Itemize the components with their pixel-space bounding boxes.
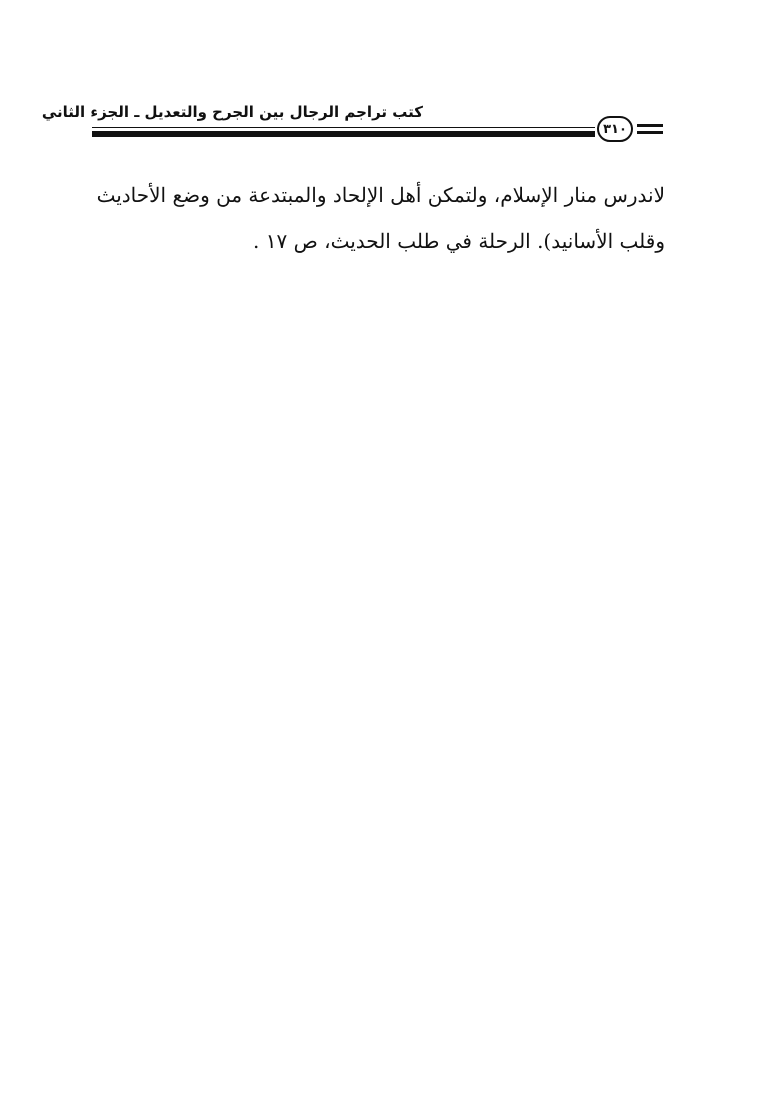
body-line-1: لاندرس منار الإسلام، ولتمكن أهل الإلحاد والمبتدعة من وضع الأحاديث bbox=[96, 183, 665, 207]
ornament-bar bbox=[637, 131, 663, 134]
header-ornament-bars bbox=[637, 124, 663, 138]
header-thin-rule bbox=[92, 127, 595, 128]
body-text bbox=[93, 172, 665, 264]
ornament-bar bbox=[637, 124, 663, 127]
body-line-2: وقلب الأسانيد). الرحلة في طلب الحديث، ص ١٧ . bbox=[253, 229, 665, 253]
page-number-badge bbox=[597, 116, 633, 142]
header-thick-rule bbox=[92, 131, 595, 137]
running-header-title: كتب تراجم الرجال بين الجرح والتعديل ـ الجزء الثاني bbox=[41, 103, 423, 121]
page-number: ٣١٠ bbox=[603, 121, 627, 137]
